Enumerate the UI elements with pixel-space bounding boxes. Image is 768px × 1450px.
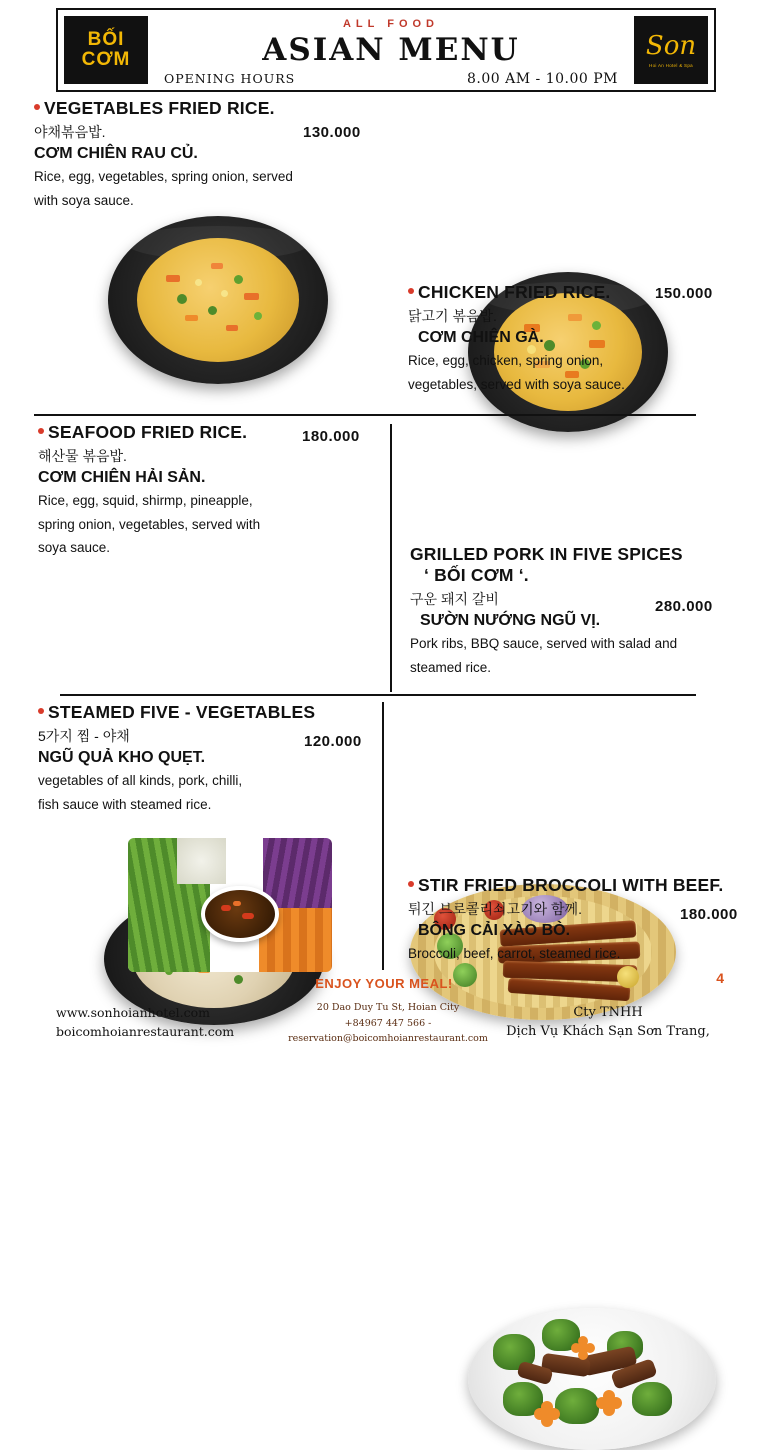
item-title-en: VEGETABLES FRIED RICE. — [44, 98, 275, 118]
item-desc-line1: Pork ribs, BBQ sauce, served with salad and — [410, 636, 678, 651]
opening-hours-label: OPENING HOURS — [164, 71, 296, 86]
bullet-icon — [408, 881, 414, 887]
item-title-en: SEAFOOD FRIED RICE. — [48, 422, 248, 442]
address-block — [268, 1000, 508, 1047]
item-title-vn: SƯỜN NƯỚNG NGŨ VỊ. — [420, 612, 601, 629]
divider-vertical-row-2 — [390, 424, 392, 692]
address-line1: 20 Dao Duy Tu St, Hoian City — [316, 1002, 460, 1013]
divider-vertical-row-3 — [382, 702, 384, 970]
item-title-ko: 야채볶음밥. — [34, 124, 106, 140]
enjoy-your-meal-text: ENJOY YOUR MEAL! — [315, 976, 453, 991]
page-number: 4 — [716, 970, 724, 986]
item-title-en: STIR FRIED BROCCOLI WITH BEEF. — [418, 875, 724, 895]
menu-item-vegetables-fried-rice — [34, 98, 404, 212]
item-desc-line2: spring onion, vegetables, served with — [38, 516, 261, 532]
son-hotel-logo — [634, 16, 708, 84]
son-logo-text: Son — [645, 30, 697, 61]
item-desc-line2: steamed rice. — [410, 659, 492, 675]
item-title-ko: 해산물 볶음밥. — [38, 448, 127, 464]
item-price-grilled-pork: 280.000 — [655, 598, 713, 615]
bullet-icon — [34, 104, 40, 110]
menu-item-steamed-five-vegetables — [38, 702, 398, 816]
item-price-broccoli-beef: 180.000 — [680, 906, 738, 923]
item-title-ko: 튀긴 브로콜리쇠고기와 함께. — [408, 901, 582, 917]
item-desc-line2: with soya sauce. — [34, 192, 134, 208]
item-desc-line1: Rice, egg, chicken, spring onion, — [408, 353, 604, 368]
item-title-en: CHICKEN FRIED RICE. — [418, 282, 611, 302]
website-line1[interactable]: www.sonhoianhotel.com — [56, 1005, 211, 1020]
item-price-chicken-fried-rice: 150.000 — [655, 285, 713, 302]
item-desc-line2: fish sauce with steamed rice. — [38, 796, 212, 812]
item-price-vegetables-fried-rice: 130.000 — [303, 124, 361, 141]
all-food-label: ALL FOOD — [342, 18, 439, 30]
item-title-en: STEAMED FIVE - VEGETABLES — [48, 702, 316, 722]
menu-header — [56, 8, 716, 92]
item-title-ko: 닭고기 볶음밥. — [408, 308, 497, 324]
item-price-seafood-fried-rice: 180.000 — [302, 428, 360, 445]
item-desc-line1: Rice, egg, squid, shirmp, pineapple, — [38, 493, 253, 508]
dish-image-steamed-five-vegetables — [128, 838, 332, 972]
company-line2: Dịch Vụ Khách Sạn Sơn Trang, — [506, 1023, 710, 1039]
phone-line: +84967 447 566 - — [344, 1017, 432, 1029]
son-logo-subtitle: Hoi An Hotel & Spa — [649, 62, 693, 68]
item-title-vn: NGŨ QUẢ KHO QUẸT. — [38, 749, 206, 766]
item-title-ko: 5가지 찜 - 야채 — [38, 728, 130, 744]
company-line1: Cty TNHH — [573, 1005, 643, 1020]
item-title-en-second-line: ‘ BỐI CƠM ‘. — [424, 565, 529, 585]
item-title-vn: CƠM CHIÊN RAU CỦ. — [34, 145, 198, 162]
item-title-vn: BÔNG CẢI XÀO BÒ. — [418, 922, 571, 939]
item-desc-line1: Broccoli, beef, carrot, steamed rice. — [408, 946, 621, 961]
logo-left-line2: CƠM — [81, 49, 131, 70]
bullet-icon — [408, 288, 414, 294]
menu-footer — [0, 970, 768, 1086]
opening-hours-value: 8.00 AM - 10.00 PM — [467, 71, 618, 87]
company-block — [488, 1004, 728, 1042]
bullet-icon — [38, 428, 44, 434]
dish-image-broccoli-beef — [468, 1308, 716, 1450]
item-title-vn: CƠM CHIÊN GÀ. — [418, 329, 544, 346]
boi-com-logo — [64, 16, 148, 84]
dish-image-vegetables-fried-rice — [108, 216, 328, 384]
website-line2[interactable]: boicomhoianrestaurant.com — [56, 1023, 235, 1039]
item-desc-line2: vegetables, served with soya sauce. — [408, 376, 625, 392]
bullet-icon — [38, 708, 44, 714]
item-title-vn: CƠM CHIÊN HẢI SẢN. — [38, 469, 206, 486]
page-title: ASIAN MENU — [262, 32, 520, 68]
email-line[interactable]: reservation@boicomhoianrestaurant.com — [288, 1033, 488, 1045]
item-desc-line3: soya sauce. — [38, 540, 111, 556]
divider-row-1 — [34, 414, 696, 416]
divider-row-2 — [60, 694, 696, 696]
header-center — [158, 10, 624, 90]
item-desc-line1: Rice, egg, vegetables, spring onion, served — [34, 169, 293, 184]
website-block — [56, 1004, 234, 1042]
logo-left-line1: BỐI — [87, 29, 125, 51]
item-title-en: GRILLED PORK IN FIVE SPICES — [410, 544, 683, 564]
item-price-steamed-five-vegetables: 120.000 — [304, 733, 362, 750]
item-title-ko: 구운 돼지 갈비 — [410, 591, 499, 607]
item-desc-line1: vegetables of all kinds, pork, chilli, — [38, 773, 243, 788]
